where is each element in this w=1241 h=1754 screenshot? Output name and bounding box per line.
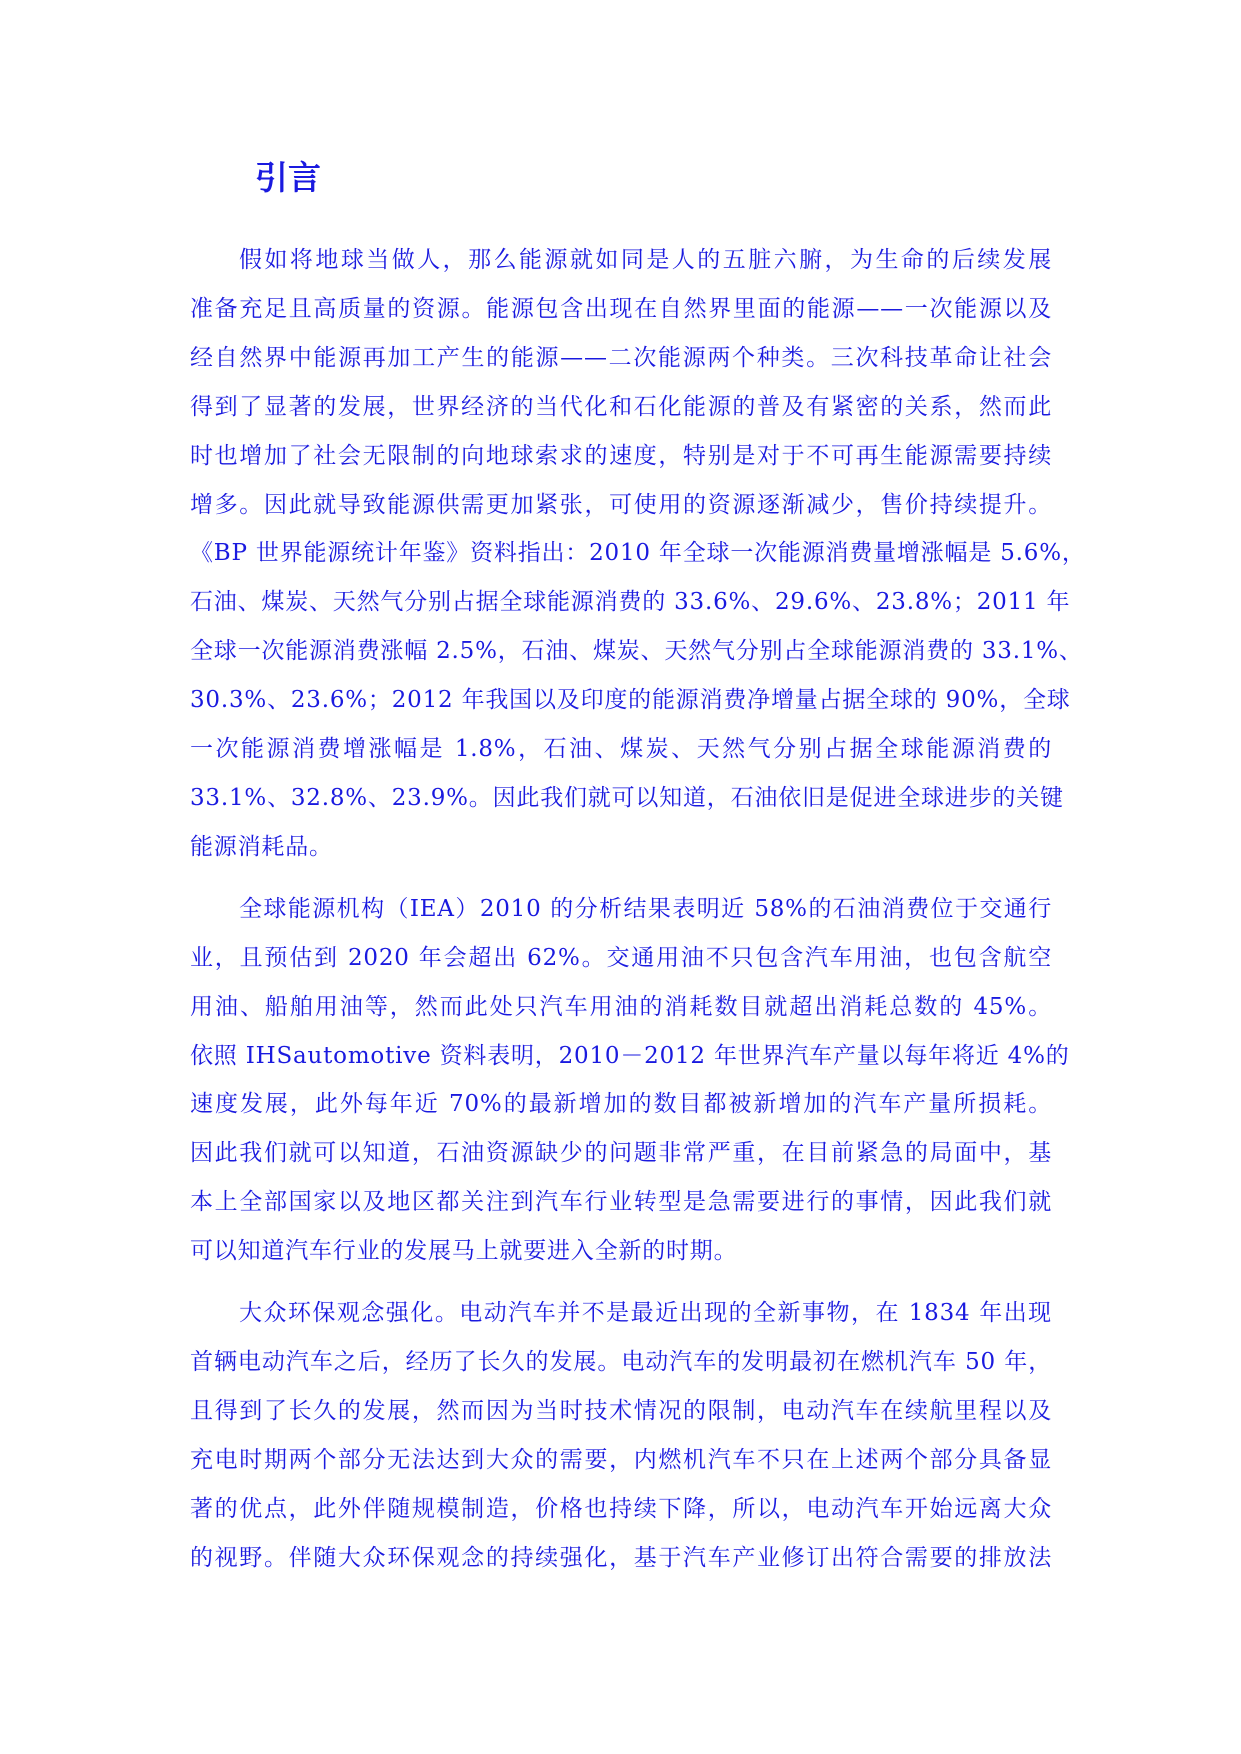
- text-line: 得到了显著的发展，世界经济的当代化和石化能源的普及有紧密的关系，然而此: [190, 393, 1052, 420]
- text-line: 时也增加了社会无限制的向地球索求的速度，特别是对于不可再生能源需要持续: [190, 442, 1052, 469]
- text-line: 的视野。伴随大众环保观念的持续强化，基于汽车产业修订出符合需要的排放法: [190, 1544, 1052, 1571]
- text-line: 著的优点，此外伴随规模制造，价格也持续下降，所以，电动汽车开始远离大众: [190, 1495, 1052, 1522]
- text-line: 可以知道汽车行业的发展马上就要进入全新的时期。: [190, 1238, 738, 1265]
- text-line: 充电时期两个部分无法达到大众的需要，内燃机汽车不只在上述两个部分具备显: [190, 1446, 1052, 1473]
- text-line: 大众环保观念强化。电动汽车并不是最近出现的全新事物，在 1834 年出现: [239, 1300, 1052, 1327]
- paragraph-environmental-awareness: [190, 1289, 1052, 1582]
- paragraph-spacer: [190, 872, 1052, 885]
- paragraph-transport-oil: [190, 885, 1070, 1276]
- text-line: 《BP 世界能源统计年鉴》资料指出：2010 年全球一次能源消费量增涨幅是 5.6%，: [190, 540, 1086, 567]
- text-line: 用油、船舶用油等，然而此处只汽车用油的消耗数目就超出消耗总数的 45%。: [190, 993, 1052, 1020]
- text-line: 全球能源机构（IEA）2010 的分析结果表明近 58%的石油消费位于交通行: [239, 895, 1052, 922]
- body-text: [190, 236, 1086, 1582]
- paragraph-spacer: [190, 1276, 1052, 1289]
- section-heading: 引言: [255, 158, 321, 197]
- text-line: 能源消耗品。: [190, 833, 333, 860]
- text-line: 首辆电动汽车之后，经历了长久的发展。电动汽车的发明最初在燃机汽车 50 年，: [190, 1348, 1052, 1375]
- text-line: 经自然界中能源再加工产生的能源——二次能源两个种类。三次科技革命让社会: [190, 344, 1052, 371]
- text-line: 且得到了长久的发展，然而因为当时技术情况的限制，电动汽车在续航里程以及: [190, 1397, 1052, 1424]
- text-line: 业，且预估到 2020 年会超出 62%。交通用油不只包含汽车用油，也包含航空: [190, 944, 1052, 971]
- text-line: 速度发展，此外每年近 70%的最新增加的数目都被新增加的汽车产量所损耗。: [190, 1091, 1052, 1118]
- text-line: 因此我们就可以知道，石油资源缺少的问题非常严重，在目前紧急的局面中，基: [190, 1140, 1052, 1167]
- text-line: 依照 IHSautomotive 资料表明，2010－2012 年世界汽车产量以每年将近 4%的: [190, 1042, 1070, 1069]
- text-line: 准备充足且高质量的资源。能源包含出现在自然界里面的能源——一次能源以及: [190, 295, 1052, 322]
- text-line: 本上全部国家以及地区都关注到汽车行业转型是急需要进行的事情，因此我们就: [190, 1189, 1052, 1216]
- text-line: 一次能源消费增涨幅是 1.8%，石油、煤炭、天然气分别占据全球能源消费的: [190, 736, 1052, 763]
- text-line: 石油、煤炭、天然气分别占据全球能源消费的 33.6%、29.6%、23.8%；2011 年: [190, 589, 1071, 616]
- text-line: 全球一次能源消费涨幅 2.5%，石油、煤炭、天然气分别占全球能源消费的 33.1%、: [190, 638, 1083, 665]
- paragraph-energy-statistics: [190, 236, 1086, 872]
- text-line: 33.1%、32.8%、23.9%。因此我们就可以知道，石油依旧是促进全球进步的关键: [190, 784, 1064, 811]
- text-line: 增多。因此就导致能源供需更加紧张，可使用的资源逐渐减少，售价持续提升。: [190, 491, 1052, 518]
- text-line: 假如将地球当做人，那么能源就如同是人的五脏六腑，为生命的后续发展: [239, 247, 1052, 273]
- text-line: 30.3%、23.6%；2012 年我国以及印度的能源消费净增量占据全球的 90%，全球: [190, 687, 1071, 714]
